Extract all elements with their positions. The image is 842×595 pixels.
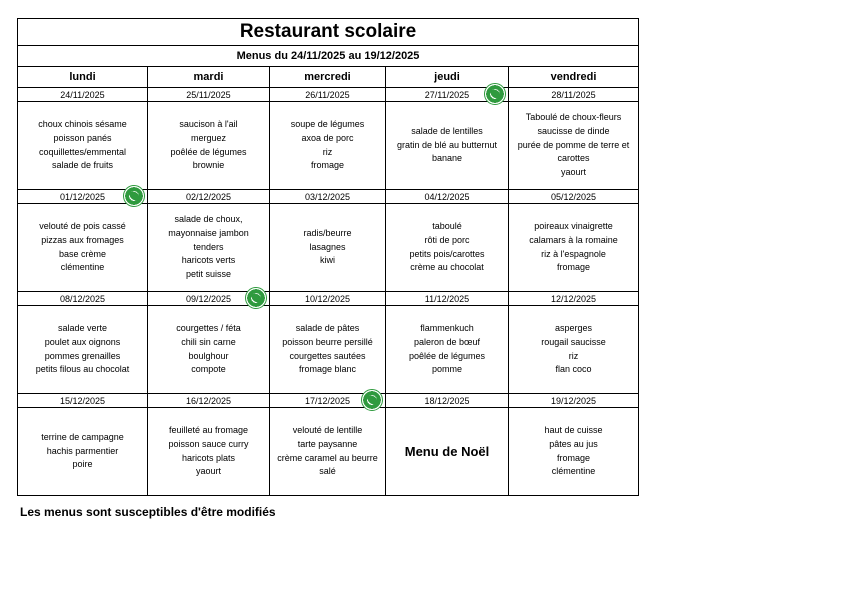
menu-cell <box>386 306 509 394</box>
menu-item: poêlée de légumes <box>408 350 486 361</box>
menu-item: kiwi <box>320 255 335 266</box>
date-label: 18/12/2025 <box>424 395 470 406</box>
date-label: 27/11/2025 <box>424 89 470 100</box>
date-cell <box>148 292 270 306</box>
menu-item: haut de cuisse <box>544 425 603 436</box>
menu-item: lasagnes <box>309 241 346 252</box>
menu-item: tarte paysanne <box>297 438 358 449</box>
date-cell <box>386 190 509 204</box>
date-cell <box>270 292 386 306</box>
date-cell <box>270 394 386 408</box>
menu-item: Taboulé de choux-fleurs <box>525 112 622 123</box>
date-label: 16/12/2025 <box>185 395 232 406</box>
menu-item: saucisse de dinde <box>537 125 610 136</box>
menu-item: velouté de pois cassé <box>39 221 126 232</box>
menu-item: pâtes au jus <box>549 438 598 449</box>
menu-item: purée de pomme de terre et <box>517 139 630 150</box>
date-label: 04/12/2025 <box>424 191 470 202</box>
menu-item: poêlée de légumes <box>170 146 247 157</box>
menu-item: petit suisse <box>185 269 232 280</box>
menu-item: courgettes / féta <box>176 323 241 334</box>
date-cell <box>148 88 270 102</box>
menu-item: brownie <box>192 160 225 171</box>
menu-item: soupe de légumes <box>290 119 365 130</box>
menu-item: salade de fruits <box>51 160 114 171</box>
date-label: 10/12/2025 <box>304 293 351 304</box>
date-label: 26/11/2025 <box>305 89 350 100</box>
date-cell <box>18 394 148 408</box>
menu-cell <box>18 408 148 496</box>
date-cell <box>509 292 639 306</box>
menu-cell <box>18 306 148 394</box>
menu-item: yaourt <box>561 167 587 178</box>
menu-item: hachis parmentier <box>46 445 119 456</box>
menu-cell <box>386 102 509 190</box>
date-cell <box>509 394 639 408</box>
date-label: 02/12/2025 <box>185 191 232 202</box>
date-cell <box>509 88 639 102</box>
menu-item: salade de pâtes <box>295 323 360 334</box>
date-row <box>18 292 639 306</box>
menu-cell <box>148 408 270 496</box>
menu-table <box>17 18 639 496</box>
date-label: 17/12/2025 <box>304 395 351 406</box>
menu-item: courgettes sautées <box>289 350 366 361</box>
date-label: 12/12/2025 <box>550 293 597 304</box>
menu-cell <box>148 306 270 394</box>
date-cell <box>386 88 509 102</box>
date-cell <box>270 88 386 102</box>
date-label: 19/12/2025 <box>550 395 597 406</box>
menu-item: flammenkuch <box>420 323 474 334</box>
menu-cell <box>148 204 270 292</box>
day-header-mardi: mardi <box>148 67 270 88</box>
menu-item: poire <box>72 459 93 470</box>
day-header-jeudi: jeudi <box>386 67 509 88</box>
date-cell <box>148 190 270 204</box>
date-cell <box>270 190 386 204</box>
menu-row <box>18 204 639 292</box>
menu-item: poisson sauce curry <box>168 438 249 449</box>
menu-item: flan coco <box>555 364 592 375</box>
menu-item: paleron de bœuf <box>413 336 481 347</box>
date-cell <box>386 292 509 306</box>
day-header-lundi: lundi <box>18 67 148 88</box>
menu-item: chili sin carne <box>181 336 236 347</box>
menu-item: fromage <box>310 160 345 171</box>
menu-sheet <box>17 18 638 496</box>
menu-cell <box>270 102 386 190</box>
disclaimer: Les menus sont susceptibles d'être modifiés <box>20 505 276 519</box>
day-header-mercredi: mercredi <box>270 67 386 88</box>
menu-cell <box>509 408 639 496</box>
menu-item: poisson beurre persillé <box>282 336 373 347</box>
menu-cell <box>18 102 148 190</box>
menu-item: poireaux vinaigrette <box>534 221 613 232</box>
menu-cell <box>386 204 509 292</box>
menu-item: fromage <box>556 262 591 273</box>
date-row <box>18 394 639 408</box>
menu-item: saucison à l'ail <box>179 119 238 130</box>
date-label: 03/12/2025 <box>304 191 351 202</box>
menu-item: terrine de campagne <box>41 431 124 442</box>
menu-item: haricots plats <box>181 452 236 463</box>
menu-cell <box>509 102 639 190</box>
menu-item: coquillettes/emmental <box>38 146 127 157</box>
menu-cell <box>270 408 386 496</box>
date-label: 25/11/2025 <box>186 89 231 100</box>
menu-item: mayonnaise jambon <box>168 227 249 238</box>
menu-item: gratin de blé au butternut <box>396 139 498 150</box>
menu-item: taboulé <box>432 221 462 232</box>
date-cell <box>18 190 148 204</box>
menu-item: asperges <box>554 323 593 334</box>
menu-item: rôti de porc <box>424 234 470 245</box>
menu-cell <box>270 306 386 394</box>
menu-item: salé <box>319 466 336 477</box>
date-cell <box>509 190 639 204</box>
date-row <box>18 190 639 204</box>
menu-cell <box>148 102 270 190</box>
menu-item: choux chinois sésame <box>38 119 127 130</box>
menu-item: pommes grenailles <box>44 350 121 361</box>
date-cell <box>18 88 148 102</box>
menu-item: banane <box>431 153 463 164</box>
menu-item: compote <box>191 364 226 375</box>
menu-item: rougail saucisse <box>541 336 606 347</box>
date-label: 24/11/2025 <box>60 89 105 100</box>
menu-item: riz <box>568 350 579 361</box>
menu-item: clémentine <box>60 262 105 273</box>
date-row <box>18 88 639 102</box>
menu-item: haricots verts <box>181 255 236 266</box>
menu-item: base crème <box>58 248 107 259</box>
special-menu-label: Menu de Noël <box>404 443 490 459</box>
menu-item: petits filous au chocolat <box>35 364 130 375</box>
menu-item: riz <box>322 146 333 157</box>
date-label: 09/12/2025 <box>185 293 232 304</box>
date-label: 15/12/2025 <box>59 395 106 406</box>
menu-item: tenders <box>193 241 224 252</box>
menu-item: poisson panés <box>53 132 112 143</box>
date-label: 11/12/2025 <box>424 293 470 304</box>
date-cell <box>18 292 148 306</box>
menu-cell <box>270 204 386 292</box>
page-title: Restaurant scolaire <box>18 19 639 46</box>
date-label: 01/12/2025 <box>59 191 106 202</box>
menu-item: salade verte <box>57 323 108 334</box>
menu-item: clémentine <box>551 466 596 477</box>
menu-item: velouté de lentille <box>292 425 363 436</box>
menu-cell <box>509 204 639 292</box>
menu-item: boulghour <box>188 350 229 361</box>
menu-item: axoa de porc <box>301 132 354 143</box>
menu-cell <box>509 306 639 394</box>
menu-item: yaourt <box>195 466 221 477</box>
menu-item: petits pois/carottes <box>409 248 485 259</box>
day-header-row <box>18 67 639 88</box>
menu-row <box>18 102 639 190</box>
menu-item: pizzas aux fromages <box>41 234 124 245</box>
date-cell <box>386 394 509 408</box>
menu-item: pomme <box>431 364 462 375</box>
date-cell <box>148 394 270 408</box>
menu-cell <box>386 408 509 496</box>
menu-item: crème au chocolat <box>410 262 484 273</box>
menu-item: salade de choux, <box>174 214 243 225</box>
date-label: 08/12/2025 <box>59 293 106 304</box>
date-label: 28/11/2025 <box>551 89 596 100</box>
menu-cell <box>18 204 148 292</box>
menu-item: fromage <box>556 452 591 463</box>
menu-item: fromage blanc <box>298 364 357 375</box>
menu-item: carottes <box>557 153 590 164</box>
menu-item: calamars à la romaine <box>529 234 618 245</box>
menu-row <box>18 306 639 394</box>
date-label: 05/12/2025 <box>550 191 597 202</box>
day-header-vendredi: vendredi <box>509 67 639 88</box>
menu-item: radis/beurre <box>303 227 352 238</box>
menu-item: riz à l'espagnole <box>541 248 606 259</box>
menu-item: poulet aux oignons <box>44 336 121 347</box>
menu-item: feuilleté au fromage <box>168 425 249 436</box>
menu-item: merguez <box>190 132 226 143</box>
menu-item: salade de lentilles <box>411 125 483 136</box>
menu-item: crème caramel au beurre <box>277 452 378 463</box>
menu-row <box>18 408 639 496</box>
menu-period: Menus du 24/11/2025 au 19/12/2025 <box>18 46 639 67</box>
